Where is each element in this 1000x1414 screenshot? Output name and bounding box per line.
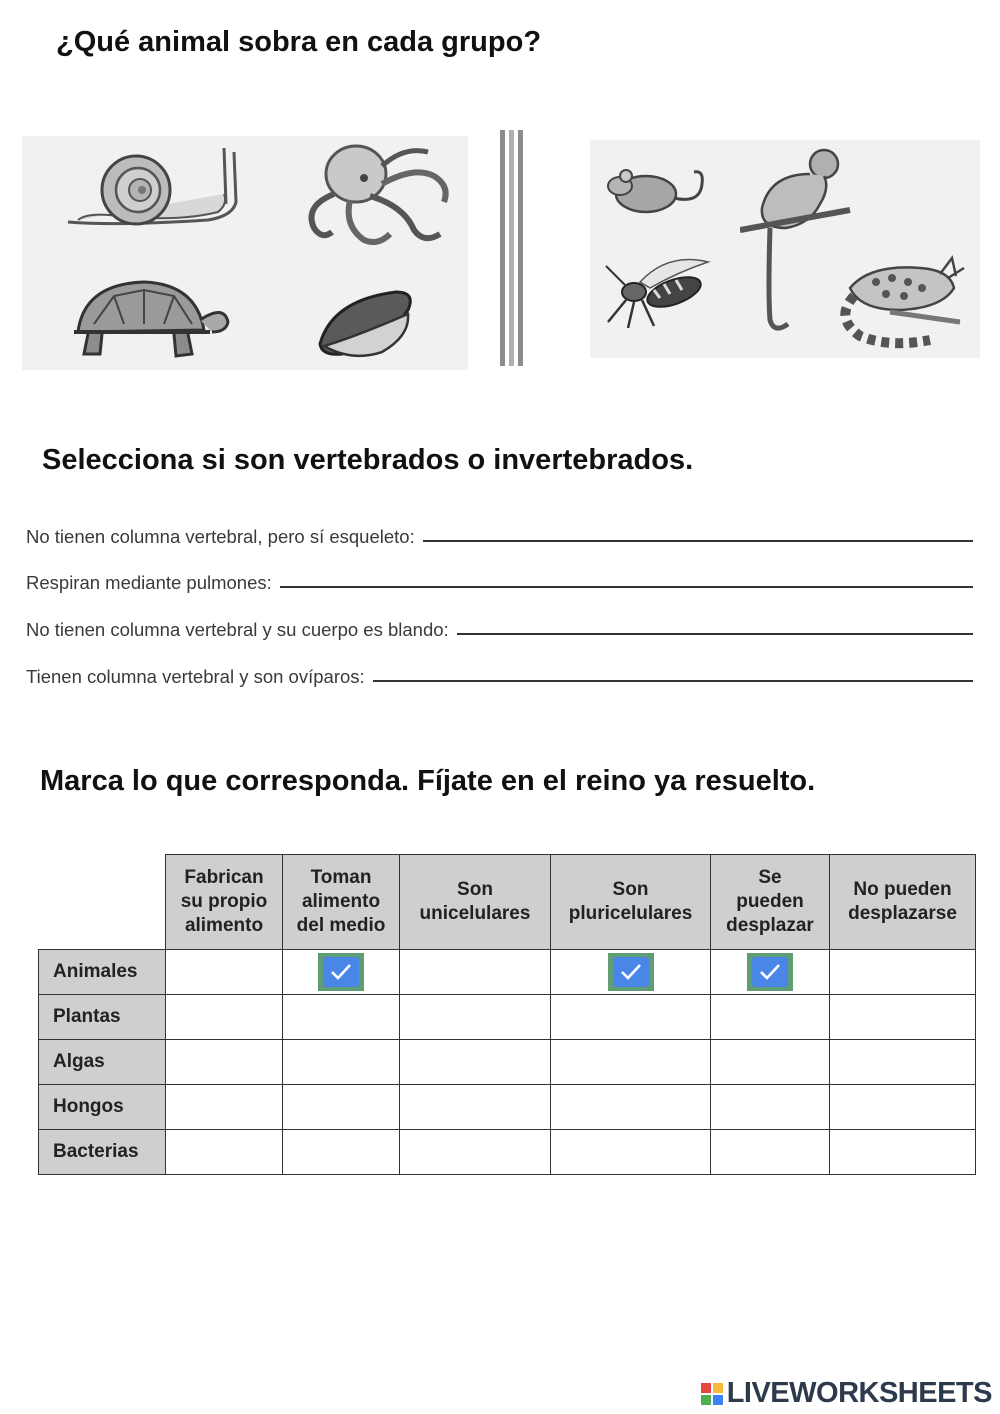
tortoise-icon[interactable] xyxy=(64,274,234,364)
check-cell[interactable] xyxy=(166,995,283,1040)
table-row xyxy=(39,995,976,1040)
check-cell[interactable] xyxy=(551,995,711,1040)
check-cell[interactable] xyxy=(551,1085,711,1130)
mussel-icon[interactable] xyxy=(312,286,422,366)
check-cell[interactable] xyxy=(166,1085,283,1130)
check-cell[interactable] xyxy=(283,1040,400,1085)
check-cell[interactable] xyxy=(400,950,551,995)
check-cell[interactable] xyxy=(830,950,976,995)
answer-input[interactable] xyxy=(373,680,973,682)
group-divider xyxy=(500,130,528,366)
row-header: Bacterias xyxy=(39,1130,166,1175)
fill-row xyxy=(26,568,973,594)
table-corner xyxy=(39,855,166,950)
check-cell[interactable] xyxy=(283,995,400,1040)
row-header: Plantas xyxy=(39,995,166,1040)
check-cell[interactable] xyxy=(400,1130,551,1175)
answer-input[interactable] xyxy=(457,633,973,635)
check-cell[interactable] xyxy=(711,1085,830,1130)
check-cell[interactable] xyxy=(551,950,711,995)
checkmark-icon xyxy=(323,957,359,987)
check-cell[interactable] xyxy=(283,1085,400,1130)
table-row xyxy=(39,1040,976,1085)
check-cell[interactable] xyxy=(283,1130,400,1175)
brand-name: LIVEWORKSHEETS xyxy=(726,1377,992,1409)
fill-row-label: No tienen columna vertebral, pero sí esqueleto: xyxy=(26,526,415,547)
logo-mark-icon xyxy=(701,1383,723,1405)
fill-row xyxy=(26,522,973,548)
column-header: No pueden desplazarse xyxy=(830,855,976,950)
section-1-title: ¿Qué animal sobra en cada grupo? xyxy=(56,26,542,58)
section-3-title: Marca lo que corresponda. Fíjate en el reino ya resuelto. xyxy=(40,765,816,797)
check-cell[interactable] xyxy=(166,1040,283,1085)
checkmark-icon xyxy=(752,957,788,987)
row-header: Hongos xyxy=(39,1085,166,1130)
table-row xyxy=(39,950,976,995)
row-header: Algas xyxy=(39,1040,166,1085)
check-cell[interactable] xyxy=(830,1085,976,1130)
octopus-icon[interactable] xyxy=(294,136,454,248)
check-cell[interactable] xyxy=(830,995,976,1040)
table-row xyxy=(39,1130,976,1175)
check-cell[interactable] xyxy=(830,1130,976,1175)
check-cell[interactable] xyxy=(283,950,400,995)
check-cell[interactable] xyxy=(400,995,551,1040)
section-2-title: Selecciona si son vertebrados o invertebrados. xyxy=(42,444,694,476)
table-header-row xyxy=(39,855,976,950)
mouse-icon[interactable] xyxy=(604,160,714,220)
fill-row xyxy=(26,662,973,688)
check-cell[interactable] xyxy=(400,1085,551,1130)
column-header: Fabrican su propio alimento xyxy=(166,855,283,950)
liveworksheets-logo xyxy=(701,1377,992,1410)
check-cell[interactable] xyxy=(711,1130,830,1175)
fill-row xyxy=(26,615,973,641)
check-cell[interactable] xyxy=(711,950,830,995)
check-cell[interactable] xyxy=(400,1040,551,1085)
fill-row-label: Tienen columna vertebral y son ovíparos: xyxy=(26,666,365,687)
table-row xyxy=(39,1085,976,1130)
kingdom-table xyxy=(38,854,976,1175)
column-header: Son pluricelulares xyxy=(551,855,711,950)
row-header: Animales xyxy=(39,950,166,995)
fill-row-label: No tienen columna vertebral y su cuerpo es blando: xyxy=(26,619,449,640)
check-cell[interactable] xyxy=(166,1130,283,1175)
check-cell[interactable] xyxy=(166,950,283,995)
check-cell[interactable] xyxy=(830,1040,976,1085)
genet-icon[interactable] xyxy=(830,248,970,352)
snail-icon[interactable] xyxy=(58,142,238,232)
animal-group-right xyxy=(590,140,980,358)
checked-checkbox[interactable] xyxy=(318,953,364,991)
column-header: Se pueden desplazar xyxy=(711,855,830,950)
checked-checkbox[interactable] xyxy=(747,953,793,991)
checked-checkbox[interactable] xyxy=(608,953,654,991)
check-cell[interactable] xyxy=(551,1130,711,1175)
column-header: Son unicelulares xyxy=(400,855,551,950)
check-cell[interactable] xyxy=(551,1040,711,1085)
check-cell[interactable] xyxy=(711,995,830,1040)
checkmark-icon xyxy=(613,957,649,987)
check-cell[interactable] xyxy=(711,1040,830,1085)
fill-row-label: Respiran mediante pulmones: xyxy=(26,572,272,593)
animal-group-left xyxy=(22,136,468,370)
wasp-icon[interactable] xyxy=(598,252,718,332)
column-header: Toman alimento del medio xyxy=(283,855,400,950)
answer-input[interactable] xyxy=(423,540,973,542)
answer-input[interactable] xyxy=(280,586,973,588)
